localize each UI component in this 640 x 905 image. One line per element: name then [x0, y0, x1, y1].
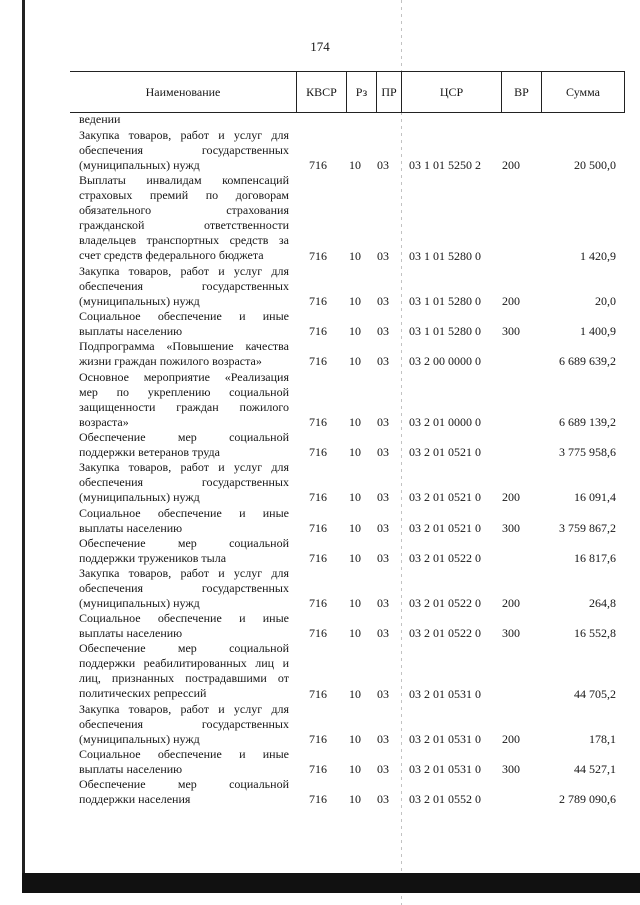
- row-name-line: возраста»: [79, 414, 129, 429]
- row-name: [79, 777, 289, 807]
- row-pr: 03: [377, 414, 389, 429]
- table-row: [0, 747, 640, 777]
- row-csr: 03 1 01 5280 0: [409, 248, 481, 263]
- row-name-line: Обеспечение мер социальной: [79, 641, 289, 656]
- row-name-line: страховых премий по договорам: [79, 188, 289, 203]
- table-row: [0, 128, 640, 173]
- row-rz: 10: [349, 490, 361, 505]
- row-name-line: выплаты населению: [79, 626, 183, 641]
- row-csr: 03 1 01 5250 2: [409, 158, 481, 173]
- row-csr: 03 2 01 0521 0: [409, 445, 481, 460]
- row-kvsr: 716: [309, 596, 327, 611]
- row-name-line: Закупка товаров, работ и услуг для: [79, 263, 289, 278]
- row-name-line: выплаты населению: [79, 520, 183, 535]
- table-row: [0, 641, 640, 701]
- row-name: [79, 566, 289, 611]
- table-row: [0, 430, 640, 460]
- row-name: [79, 641, 289, 701]
- row-name-line: владельцев транспортных средств за: [79, 233, 289, 248]
- row-rz: 10: [349, 731, 361, 746]
- row-rz: 10: [349, 626, 361, 641]
- row-name-line: поддержки населения: [79, 792, 191, 807]
- row-name-line: защищенности граждан пожилого: [79, 399, 289, 414]
- row-rz: 10: [349, 414, 361, 429]
- row-csr: 03 2 01 0521 0: [409, 490, 481, 505]
- row-name: [79, 702, 289, 747]
- row-name-line: обеспечения государственных: [79, 716, 289, 731]
- row-csr: 03 2 01 0522 0: [409, 550, 481, 565]
- row-pr: 03: [377, 596, 389, 611]
- row-sum: 44 527,1: [574, 762, 616, 777]
- row-rz: 10: [349, 596, 361, 611]
- row-name: [79, 128, 289, 173]
- row-vr: 300: [502, 762, 520, 777]
- row-rz: 10: [349, 550, 361, 565]
- row-name-line: счет средств федерального бюджета: [79, 248, 264, 263]
- row-rz: 10: [349, 324, 361, 339]
- row-kvsr: 716: [309, 445, 327, 460]
- row-name-line: выплаты населению: [79, 324, 183, 339]
- row-pr: 03: [377, 490, 389, 505]
- row-name-line: Обеспечение мер социальной: [79, 777, 289, 792]
- row-name-line: поддержки реабилитированных лиц и: [79, 656, 289, 671]
- row-kvsr: 716: [309, 792, 327, 807]
- table-row: [0, 611, 640, 641]
- table-header: [70, 71, 625, 113]
- header-vr: ВР: [501, 72, 541, 112]
- row-kvsr: 716: [309, 626, 327, 641]
- row-pr: 03: [377, 248, 389, 263]
- row-pr: 03: [377, 550, 389, 565]
- row-name-line: жизни граждан пожилого возраста»: [79, 354, 262, 369]
- row-pr: 03: [377, 626, 389, 641]
- row-vr: 200: [502, 490, 520, 505]
- continued-text: ведении: [79, 112, 121, 126]
- row-sum: 178,1: [589, 731, 616, 746]
- row-csr: 03 2 01 0521 0: [409, 520, 481, 535]
- row-name: [79, 536, 289, 566]
- row-pr: 03: [377, 686, 389, 701]
- row-rz: 10: [349, 248, 361, 263]
- table-row: [0, 173, 640, 264]
- header-rz: Рз: [346, 72, 376, 112]
- row-vr: 200: [502, 731, 520, 746]
- row-csr: 03 2 01 0522 0: [409, 596, 481, 611]
- row-csr: 03 2 01 0522 0: [409, 626, 481, 641]
- row-name-line: обеспечения государственных: [79, 475, 289, 490]
- row-rz: 10: [349, 686, 361, 701]
- row-rz: 10: [349, 792, 361, 807]
- row-name-line: лиц, признанных пострадавшими от: [79, 671, 289, 686]
- row-name-line: обеспечения государственных: [79, 143, 289, 157]
- table-row: [0, 264, 640, 309]
- row-name-line: обеспечения государственных: [79, 278, 289, 293]
- table-row: [0, 536, 640, 566]
- row-name-line: обеспечения государственных: [79, 580, 289, 595]
- row-name: [79, 460, 289, 505]
- row-pr: 03: [377, 520, 389, 535]
- row-name-line: гражданской ответственности: [79, 218, 289, 233]
- row-kvsr: 716: [309, 158, 327, 173]
- row-sum: 2 789 090,6: [559, 792, 616, 807]
- row-name-line: поддержки ветеранов труда: [79, 445, 220, 459]
- row-kvsr: 716: [309, 731, 327, 746]
- row-vr: 200: [502, 596, 520, 611]
- row-csr: 03 2 01 0531 0: [409, 731, 481, 746]
- row-pr: 03: [377, 324, 389, 339]
- table-row: [0, 460, 640, 505]
- row-name-line: Закупка товаров, работ и услуг для: [79, 701, 289, 716]
- row-name-line: (муниципальных) нужд: [79, 158, 200, 172]
- row-vr: 300: [502, 324, 520, 339]
- table-row: [0, 702, 640, 747]
- row-name-line: Подпрограмма «Повышение качества: [79, 339, 289, 354]
- row-name-line: Основное мероприятие «Реализация: [79, 369, 289, 384]
- table-row: [0, 309, 640, 339]
- row-rz: 10: [349, 445, 361, 460]
- row-vr: 200: [502, 158, 520, 173]
- row-sum: 16 552,8: [574, 626, 616, 641]
- row-kvsr: 716: [309, 520, 327, 535]
- row-sum: 20 500,0: [574, 158, 616, 173]
- header-sum: Сумма: [541, 72, 624, 112]
- header-csr: ЦСР: [401, 72, 501, 112]
- row-sum: 3 759 867,2: [559, 520, 616, 535]
- page-number: 174: [310, 39, 330, 54]
- row-sum: 3 775 958,6: [559, 445, 616, 460]
- row-sum: 16 817,6: [574, 550, 616, 565]
- table-row: [0, 777, 640, 807]
- row-name-line: Выплаты инвалидам компенсаций: [79, 173, 289, 188]
- row-name: [79, 339, 289, 369]
- row-pr: 03: [377, 445, 389, 460]
- row-name-line: Социальное обеспечение и иные: [79, 505, 289, 520]
- row-csr: 03 2 01 0531 0: [409, 762, 481, 777]
- row-name-line: Социальное обеспечение и иные: [79, 611, 289, 626]
- scan-bottom-edge: [22, 873, 640, 893]
- row-pr: 03: [377, 158, 389, 173]
- row-name: [79, 370, 289, 430]
- row-csr: 03 2 00 0000 0: [409, 354, 481, 369]
- row-kvsr: 716: [309, 762, 327, 777]
- row-name-line: поддержки тружеников тыла: [79, 550, 227, 565]
- row-name: [79, 309, 289, 339]
- row-name-line: Закупка товаров, работ и услуг для: [79, 128, 289, 142]
- row-csr: 03 1 01 5280 0: [409, 294, 481, 309]
- row-sum: 20,0: [595, 294, 616, 309]
- row-vr: 300: [502, 626, 520, 641]
- row-name-line: (муниципальных) нужд: [79, 293, 200, 308]
- row-name-line: (муниципальных) нужд: [79, 731, 200, 746]
- row-name: [79, 747, 289, 777]
- row-kvsr: 716: [309, 490, 327, 505]
- row-name-line: Обеспечение мер социальной: [79, 430, 289, 444]
- row-pr: 03: [377, 354, 389, 369]
- row-csr: 03 2 01 0000 0: [409, 414, 481, 429]
- row-name-line: Закупка товаров, работ и услуг для: [79, 460, 289, 475]
- header-pr: ПР: [376, 72, 401, 112]
- row-name-line: (муниципальных) нужд: [79, 490, 200, 505]
- row-name-line: политических репрессий: [79, 686, 207, 701]
- row-name-line: мер по укреплению социальной: [79, 384, 289, 399]
- row-csr: 03 2 01 0531 0: [409, 686, 481, 701]
- row-name-line: Обеспечение мер социальной: [79, 535, 289, 550]
- row-pr: 03: [377, 731, 389, 746]
- row-sum: 6 689 639,2: [559, 354, 616, 369]
- row-name: [79, 264, 289, 309]
- row-rz: 10: [349, 520, 361, 535]
- header-kvsr: КВСР: [296, 72, 346, 112]
- row-rz: 10: [349, 158, 361, 173]
- row-pr: 03: [377, 792, 389, 807]
- row-pr: 03: [377, 294, 389, 309]
- row-name: [79, 173, 289, 263]
- row-kvsr: 716: [309, 686, 327, 701]
- row-name-line: обязательного страхования: [79, 203, 289, 218]
- row-sum: 16 091,4: [574, 490, 616, 505]
- table-row: [0, 370, 640, 430]
- row-rz: 10: [349, 294, 361, 309]
- row-sum: 1 400,9: [580, 324, 616, 339]
- row-name-line: выплаты населению: [79, 762, 183, 777]
- row-sum: 44 705,2: [574, 686, 616, 701]
- row-sum: 6 689 139,2: [559, 414, 616, 429]
- row-name-line: Закупка товаров, работ и услуг для: [79, 565, 289, 580]
- row-sum: 1 420,9: [580, 248, 616, 263]
- row-kvsr: 716: [309, 550, 327, 565]
- table-row: [0, 566, 640, 611]
- row-name-line: Социальное обеспечение и иные: [79, 747, 289, 762]
- row-rz: 10: [349, 354, 361, 369]
- row-kvsr: 716: [309, 324, 327, 339]
- row-csr: 03 1 01 5280 0: [409, 324, 481, 339]
- row-name: [79, 611, 289, 641]
- row-name: [79, 430, 289, 460]
- row-name-line: (муниципальных) нужд: [79, 595, 200, 610]
- header-name: Наименование: [145, 84, 221, 99]
- row-csr: 03 2 01 0552 0: [409, 792, 481, 807]
- row-kvsr: 716: [309, 414, 327, 429]
- row-name-line: Социальное обеспечение и иные: [79, 309, 289, 324]
- row-kvsr: 716: [309, 354, 327, 369]
- table-row: [0, 506, 640, 536]
- row-kvsr: 716: [309, 294, 327, 309]
- row-vr: 300: [502, 520, 520, 535]
- row-sum: 264,8: [589, 596, 616, 611]
- row-pr: 03: [377, 762, 389, 777]
- row-rz: 10: [349, 762, 361, 777]
- row-name: [79, 506, 289, 536]
- row-kvsr: 716: [309, 248, 327, 263]
- row-vr: 200: [502, 294, 520, 309]
- table-row: [0, 339, 640, 369]
